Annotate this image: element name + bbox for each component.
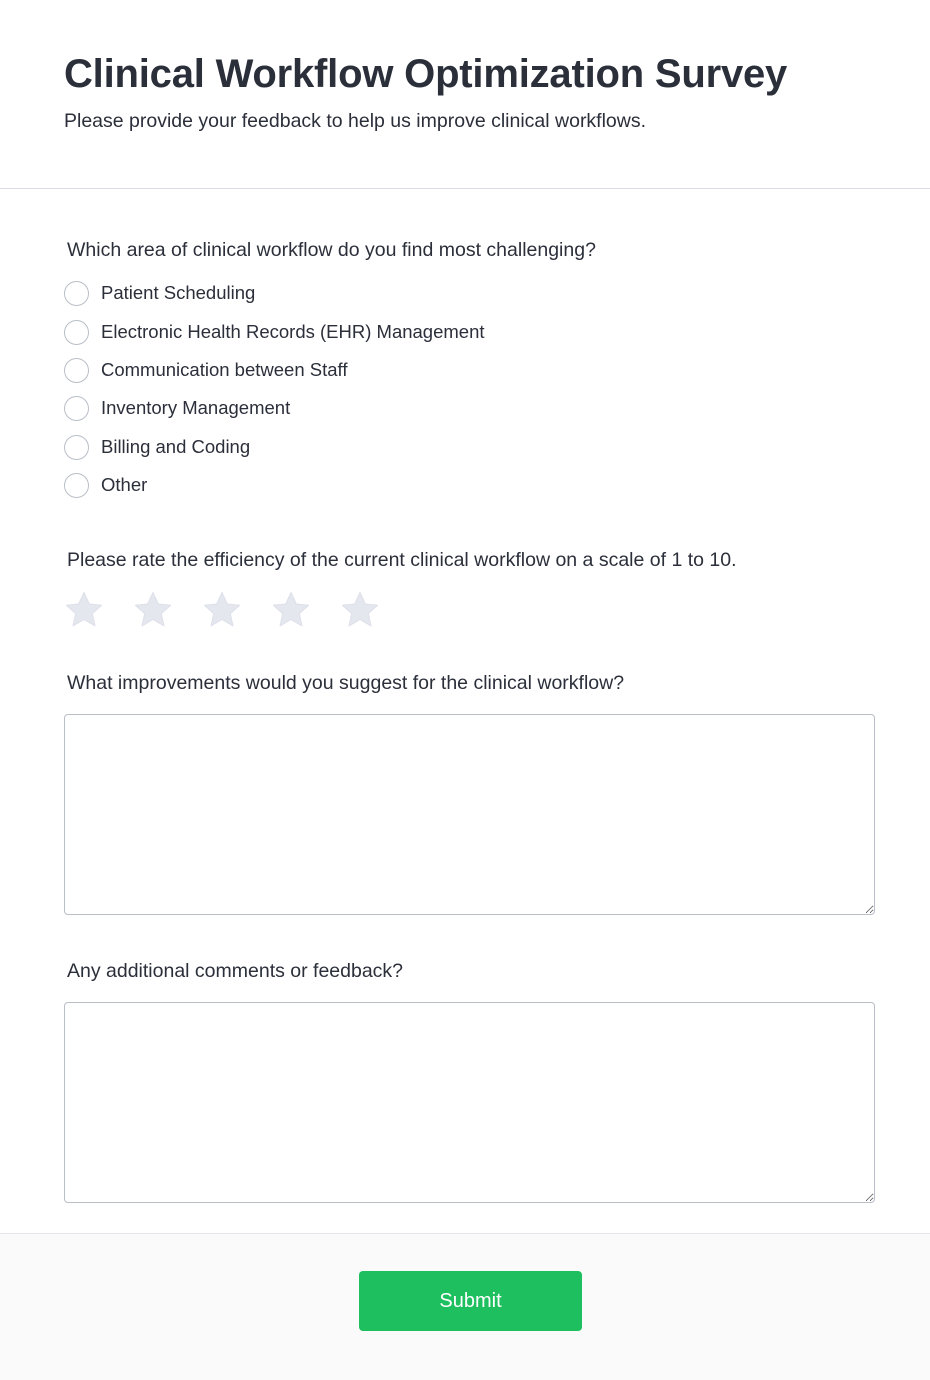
radio-option-patient-scheduling[interactable] xyxy=(64,280,255,306)
form-footer xyxy=(0,1233,930,1380)
page-title: Clinical Workflow Optimization Survey xyxy=(64,52,788,96)
radio-button[interactable] xyxy=(64,281,89,306)
radio-option-inventory-management[interactable] xyxy=(64,395,290,421)
comments-textarea[interactable] xyxy=(64,1002,875,1203)
radio-option-label: Other xyxy=(101,474,148,495)
radio-option-label: Communication between Staff xyxy=(101,359,348,380)
radio-button[interactable] xyxy=(64,435,89,460)
radio-option-label: Electronic Health Records (EHR) Management xyxy=(101,321,485,342)
radio-button[interactable] xyxy=(64,358,89,383)
question-additional-comments: Any additional comments or feedback? xyxy=(67,960,404,982)
radio-option-label: Inventory Management xyxy=(101,397,291,418)
radio-option-label: Billing and Coding xyxy=(101,436,251,457)
radio-option-label: Patient Scheduling xyxy=(101,282,256,303)
star-4-icon[interactable] xyxy=(271,590,311,630)
survey-header xyxy=(0,0,930,189)
radio-option-other[interactable] xyxy=(64,472,147,498)
improvements-textarea[interactable] xyxy=(64,714,875,915)
star-5-icon[interactable] xyxy=(340,590,380,630)
submit-button[interactable]: Submit xyxy=(359,1271,582,1331)
radio-button[interactable] xyxy=(64,396,89,421)
star-3-icon[interactable] xyxy=(202,590,242,630)
radio-option-staff-communication[interactable] xyxy=(64,357,347,383)
radio-option-billing-coding[interactable] xyxy=(64,434,250,460)
question-challenging-area: Which area of clinical workflow do you find most challenging? xyxy=(67,239,596,261)
page-subtitle: Please provide your feedback to help us improve clinical workflows. xyxy=(64,110,647,132)
star-2-icon[interactable] xyxy=(133,590,173,630)
question-efficiency-rating: Please rate the efficiency of the current clinical workflow on a scale of 1 to 10. xyxy=(67,549,737,571)
radio-button[interactable] xyxy=(64,320,89,345)
radio-button[interactable] xyxy=(64,473,89,498)
radio-option-ehr-management[interactable] xyxy=(64,319,485,345)
question-improvements: What improvements would you suggest for the clinical workflow? xyxy=(67,672,625,694)
star-1-icon[interactable] xyxy=(64,590,104,630)
